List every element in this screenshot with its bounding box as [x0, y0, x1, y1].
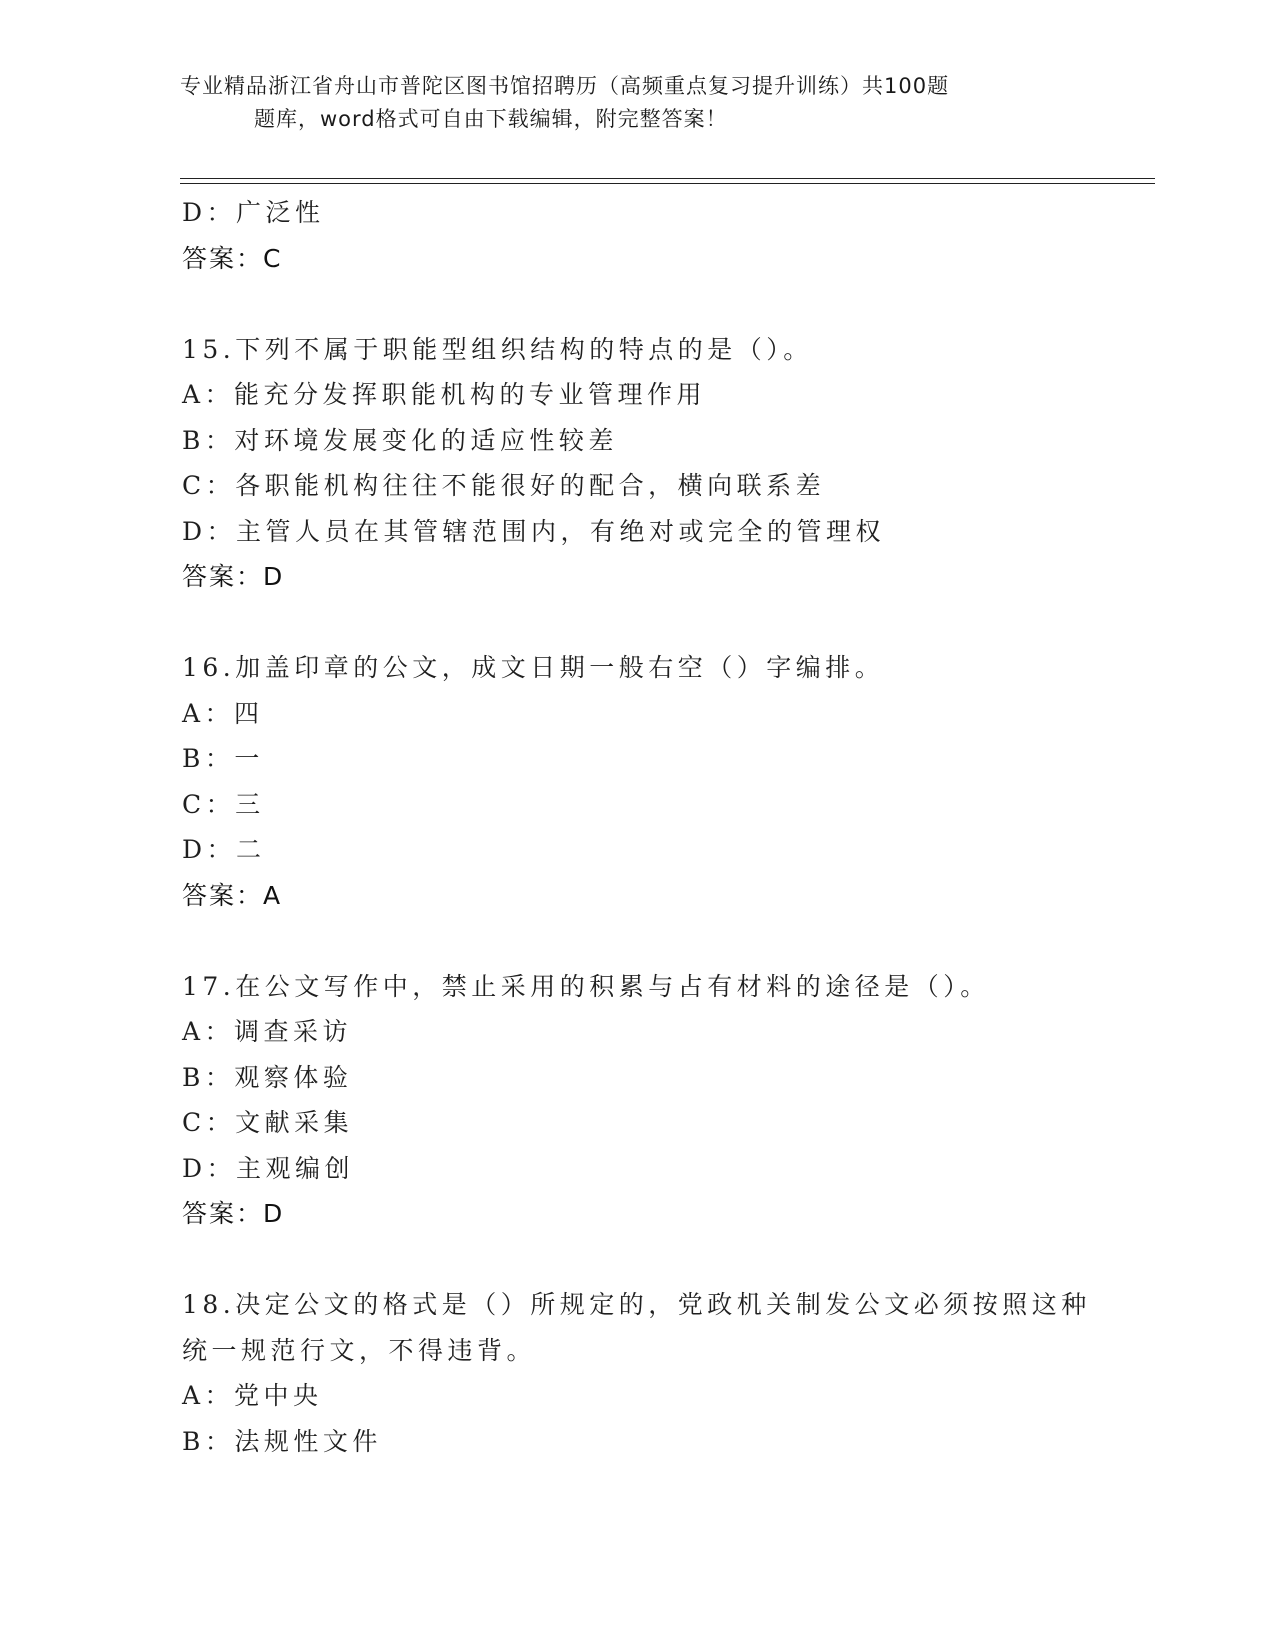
- answer-line: 答案：C: [182, 243, 283, 273]
- option-b: B：一: [182, 744, 264, 773]
- question-stem-17: 17.在公文写作中，禁止采用的积累与占有材料的途径是（）。: [182, 971, 990, 1001]
- option-a: A：调查采访: [182, 1017, 353, 1046]
- option-a: A：能充分发挥职能机构的专业管理作用: [182, 380, 707, 409]
- header-divider-top: [180, 178, 1155, 179]
- option-a: A：党中央: [182, 1381, 323, 1410]
- option-c: C：三: [182, 789, 265, 819]
- question-stem-16: 16.加盖印章的公文，成文日期一般右空（）字编排。: [182, 653, 885, 682]
- header-title-line-1: 专业精品浙江省舟山市普陀区图书馆招聘历（高频重点复习提升训练）共100题: [180, 74, 950, 98]
- option-d: D：主观编创: [182, 1153, 355, 1183]
- spacer: [182, 281, 1142, 327]
- option-b: B：法规性文件: [182, 1426, 382, 1456]
- option-c: C：文献采集: [182, 1108, 354, 1137]
- option-d: D：主管人员在其管辖范围内，有绝对或完全的管理权: [182, 516, 886, 546]
- header-title-line-2: 题库，word格式可自由下载编辑，附完整答案！: [254, 107, 728, 131]
- option-c: C：各职能机构往往不能很好的配合，横向联系差: [182, 471, 826, 500]
- spacer: [182, 1237, 1142, 1283]
- question-stem-15: 15.下列不属于职能型组织结构的特点的是（）。: [182, 334, 813, 364]
- option-b: B：对环境发展变化的适应性较差: [182, 425, 618, 455]
- option-d: D：广泛性: [182, 198, 325, 227]
- question-stem-18-continued: 统一规范行文，不得违背。: [182, 1335, 537, 1365]
- spacer: [182, 600, 1142, 646]
- header-divider-bottom: [180, 183, 1155, 184]
- answer-line: 答案：A: [182, 880, 283, 910]
- question-stem-18: 18.决定公文的格式是（）所规定的，党政机关制发公文必须按照这种: [182, 1290, 1091, 1319]
- option-d: D：二: [182, 835, 266, 864]
- option-b: B：观察体验: [182, 1062, 353, 1092]
- spacer: [182, 918, 1142, 964]
- option-a: A：四: [182, 698, 264, 728]
- answer-line: 答案：D: [182, 1199, 285, 1228]
- answer-line: 答案：D: [182, 562, 285, 591]
- question-list: [182, 190, 1142, 1464]
- document-header: [180, 70, 1060, 136]
